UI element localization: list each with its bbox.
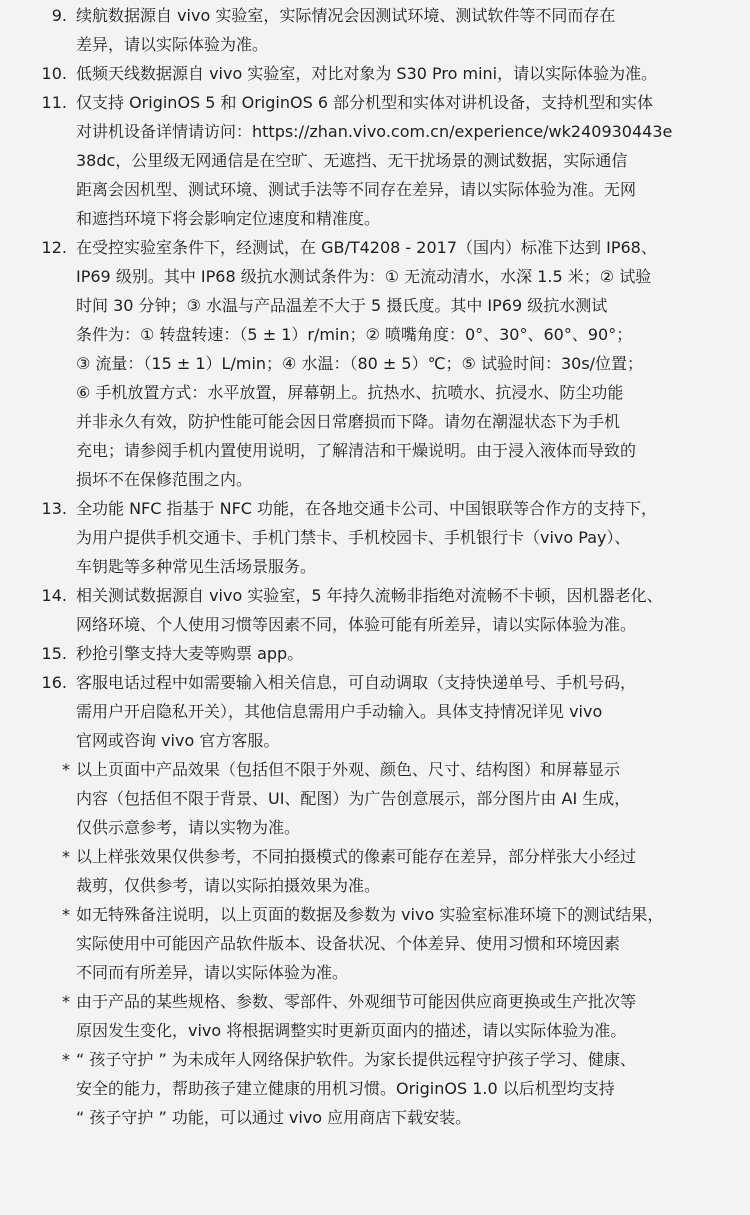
disclaimer-line: “ 孩子守护 ” 为未成年人网络保护软件。为家长提供远程守护孩子学习、健康、 xyxy=(76,1050,636,1069)
disclaimer-line: “ 孩子守护 ” 功能，可以通过 vivo 应用商店下载安装。 xyxy=(76,1108,472,1127)
footnote-line: 差异，请以实际体验为准。 xyxy=(76,35,269,54)
footnote-text xyxy=(76,639,750,668)
footnote-line: 网络环境、个人使用习惯等因素不同，体验可能有所差异，请以实际体验为准。 xyxy=(76,615,637,634)
footnote-number: 12. xyxy=(41,238,67,257)
footnote-11 xyxy=(0,88,750,233)
footnote-line: 需用户开启隐私开关），其他信息需用户手动输入。具体支持情况详见 vivo xyxy=(76,702,603,721)
footnote-line: 为用户提供手机交通卡、手机门禁卡、手机校园卡、手机银行卡（vivo Pay）、 xyxy=(76,528,631,547)
footnote-text xyxy=(76,668,750,755)
footnote-line: 相关测试数据源自 vivo 实验室，5 年持久流畅非指绝对流畅不卡顿，因机器老化、 xyxy=(76,586,663,605)
footnote-line: 在受控实验室条件下，经测试，在 GB/T4208 - 2017（国内）标准下达到 IP68、 xyxy=(76,238,657,257)
footnote-line: 全功能 NFC 指基于 NFC 功能，在各地交通卡公司、中国银联等合作方的支持下， xyxy=(76,499,658,518)
footnote-line: 距离会因机型、测试环境、测试手法等不同存在差异，请以实际体验为准。无网 xyxy=(76,180,637,199)
disclaimer-text xyxy=(76,755,750,842)
disclaimer-spec-changes xyxy=(0,987,750,1045)
footnote-line: 时间 30 分钟；③ 水温与产品温差不大于 5 摄氏度。其中 IP69 级抗水测试 xyxy=(76,296,608,315)
footnote-number: 16. xyxy=(41,673,67,692)
footnote-text xyxy=(76,59,750,88)
disclaimer-asterisk: * xyxy=(62,992,70,1011)
disclaimer-product-effects xyxy=(0,755,750,842)
disclaimer-line: 仅供示意参考，请以实物为准。 xyxy=(76,818,301,837)
disclaimer-text xyxy=(76,1045,750,1132)
disclaimer-line: 由于产品的某些规格、参数、零部件、外观细节可能因供应商更换或生产批次等 xyxy=(76,992,637,1011)
disclaimer-line: 原因发生变化，vivo 将根据调整实时更新页面内的描述，请以实际体验为准。 xyxy=(76,1021,627,1040)
disclaimer-line: 不同而有所差异，请以实际体验为准。 xyxy=(76,963,349,982)
footnote-text xyxy=(76,233,750,494)
footnote-line: 对讲机设备详情请访问：https://zhan.vivo.com.cn/experience/wk240930443e xyxy=(76,122,673,141)
disclaimer-asterisk: * xyxy=(62,1050,70,1069)
disclaimer-child-guard xyxy=(0,1045,750,1132)
disclaimer-text xyxy=(76,987,750,1045)
footnote-line: ⑥ 手机放置方式：水平放置，屏幕朝上。抗热水、抗喷水、抗浸水、防尘功能 xyxy=(76,383,624,402)
disclaimer-lab-data xyxy=(0,900,750,987)
footnote-number: 14. xyxy=(41,586,67,605)
footnote-12 xyxy=(0,233,750,494)
footnote-line: ③ 流量：（15 ± 1）L/min；④ 水温：（80 ± 5）℃；⑤ 试验时间：30s/位置； xyxy=(76,354,644,373)
footnote-16 xyxy=(0,668,750,755)
footnote-text xyxy=(76,88,750,233)
footnote-line: 充电；请参阅手机内置使用说明，了解清洁和干燥说明。由于浸入液体而导致的 xyxy=(76,441,637,460)
footnote-number: 9. xyxy=(51,6,67,25)
disclaimer-line: 如无特殊备注说明，以上页面的数据及参数为 vivo 实验室标准环境下的测试结果， xyxy=(76,905,664,924)
footnote-13 xyxy=(0,494,750,581)
footnote-text xyxy=(76,494,750,581)
disclaimer-text xyxy=(76,900,750,987)
disclaimer-line: 以上样张效果仅供参考，不同拍摄模式的像素可能存在差异，部分样张大小经过 xyxy=(76,847,637,866)
footnote-14 xyxy=(0,581,750,639)
footnote-line: 续航数据源自 vivo 实验室，实际情况会因测试环境、测试软件等不同而存在 xyxy=(76,6,616,25)
footnote-9 xyxy=(0,1,750,59)
footnote-10 xyxy=(0,59,750,88)
footnote-number: 10. xyxy=(41,64,67,83)
footnote-number: 13. xyxy=(41,499,67,518)
disclaimer-line: 实际使用中可能因产品软件版本、设备状况、个体差异、使用习惯和环境因素 xyxy=(76,934,621,953)
footnote-line: 38dc，公里级无网通信是在空旷、无遮挡、无干扰场景的测试数据，实际通信 xyxy=(76,151,628,170)
footnote-line: 低频天线数据源自 vivo 实验室，对比对象为 S30 Pro mini，请以实际体验为准。 xyxy=(76,64,658,83)
footnote-text xyxy=(76,1,750,59)
disclaimer-line: 以上页面中产品效果（包括但不限于外观、颜色、尺寸、结构图）和屏幕显示 xyxy=(76,760,621,779)
footnote-text xyxy=(76,581,750,639)
footnote-line: IP69 级别。其中 IP68 级抗水测试条件为：① 无流动清水，水深 1.5 米；② 试验 xyxy=(76,267,652,286)
footnote-line: 官网或咨询 vivo 官方客服。 xyxy=(76,731,280,750)
disclaimer-line: 裁剪，仅供参考，请以实际拍摄效果为准。 xyxy=(76,876,381,895)
disclaimer-asterisk: * xyxy=(62,847,70,866)
disclaimer-asterisk: * xyxy=(62,760,70,779)
footnote-line: 秒抢引擎支持大麦等购票 app。 xyxy=(76,644,304,663)
footnote-number: 11. xyxy=(41,93,67,112)
footnote-line: 损坏不在保修范围之内。 xyxy=(76,470,253,489)
footnote-15 xyxy=(0,639,750,668)
footnote-line: 条件为：① 转盘转速：（5 ± 1）r/min；② 喷嘴角度：0°、30°、60°、90°； xyxy=(76,325,633,344)
footnote-line: 车钥匙等多种常见生活场景服务。 xyxy=(76,557,317,576)
disclaimer-line: 内容（包括但不限于背景、UI、配图）为广告创意展示，部分图片由 AI 生成， xyxy=(76,789,631,808)
disclaimer-sample-photos xyxy=(0,842,750,900)
footnote-line: 客服电话过程中如需要输入相关信息，可自动调取（支持快递单号、手机号码， xyxy=(76,673,637,692)
disclaimer-text xyxy=(76,842,750,900)
footnote-line: 仅支持 OriginOS 5 和 OriginOS 6 部分机型和实体对讲机设备，支持机型和实体 xyxy=(76,93,654,112)
disclaimer-asterisk: * xyxy=(62,905,70,924)
footnote-line: 并非永久有效，防护性能可能会因日常磨损而下降。请勿在潮湿状态下为手机 xyxy=(76,412,621,431)
footnote-line: 和遮挡环境下将会影响定位速度和精准度。 xyxy=(76,209,381,228)
footnote-number: 15. xyxy=(41,644,67,663)
disclaimer-line: 安全的能力，帮助孩子建立健康的用机习惯。OriginOS 1.0 以后机型均支持 xyxy=(76,1079,615,1098)
